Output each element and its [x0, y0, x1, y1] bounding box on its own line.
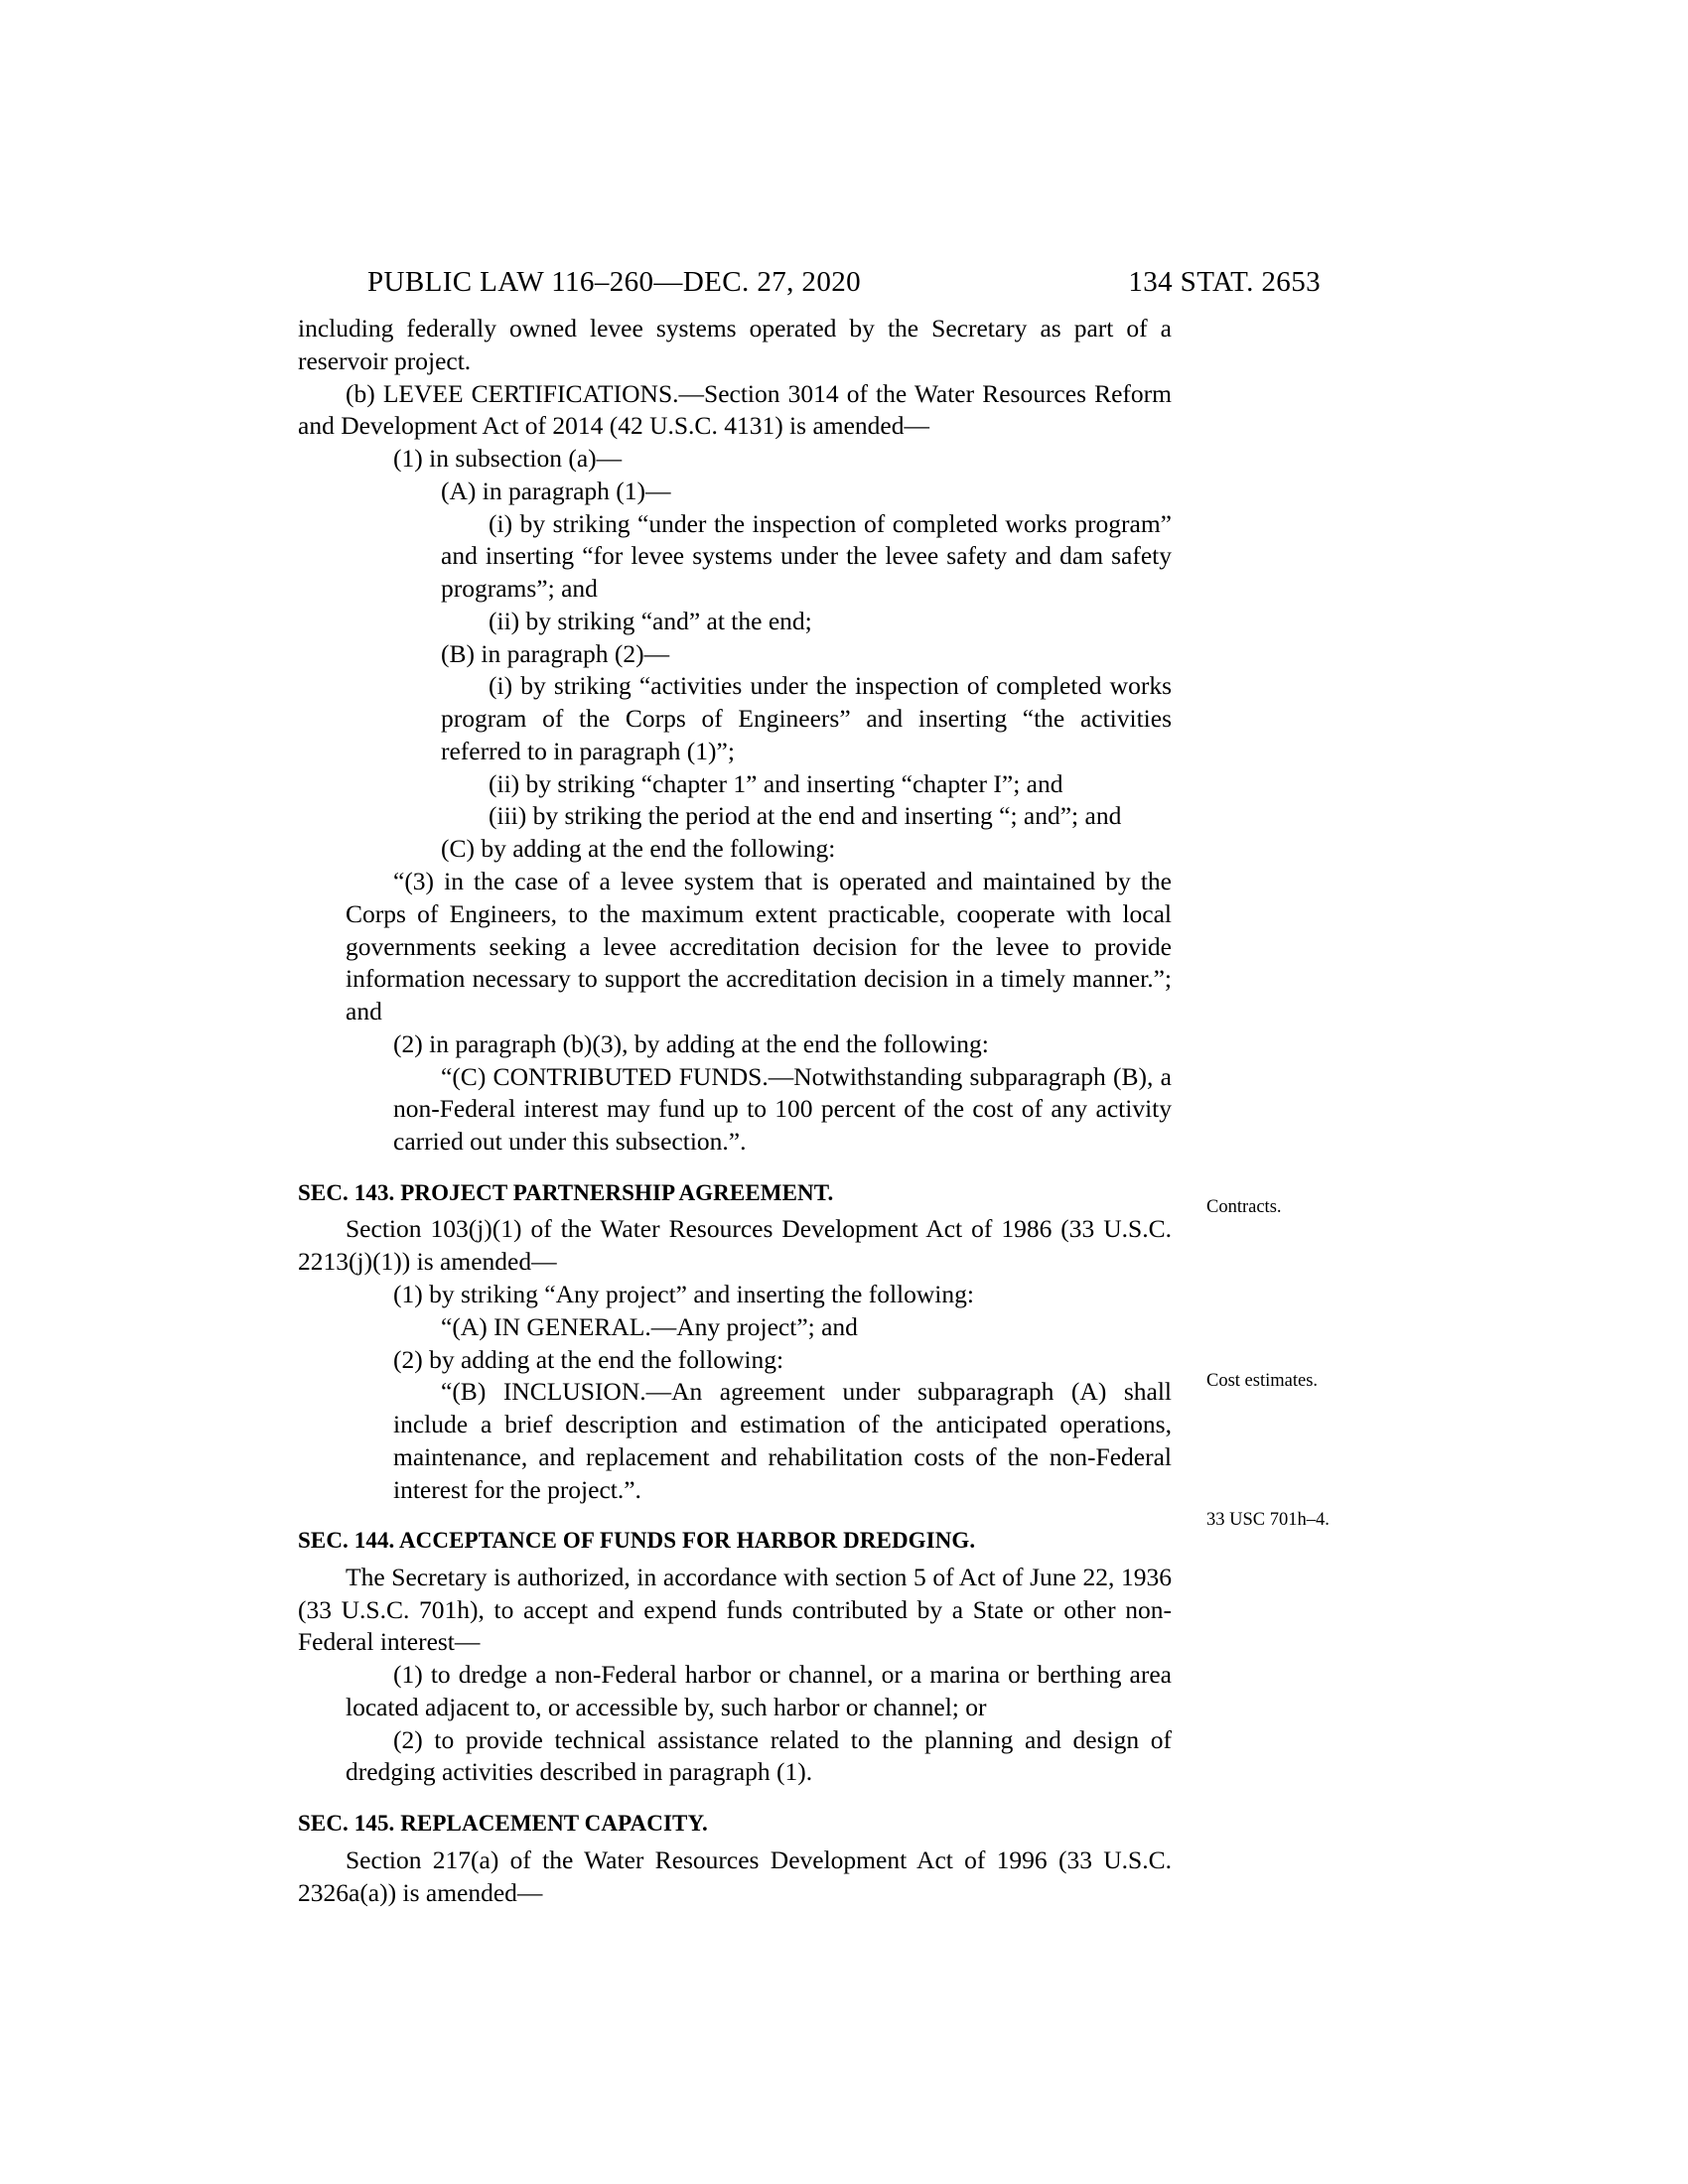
- clause-iii-striking-period: (iii) by striking the period at the end and inserting “; and”; and: [489, 801, 1122, 831]
- section-144-intro: The Secretary is authorized, in accordance with section 5 of Act of June 22, 1936 (33 U.S.C. 701h), to accept and expend funds contributed by a State or other non-Federal interest—: [298, 1562, 1172, 1657]
- page-header: [0, 241, 1688, 298]
- margin-note-cost-estimates: Cost estimates.: [1206, 1371, 1319, 1391]
- quoted-subparagraph-C: “(C) CONTRIBUTED FUNDS.—Notwithstanding subparagraph (B), a non-Federal interest may fund up to 100 percent of the cost of any activity carried out under this subsection.”.: [393, 1061, 1172, 1157]
- statute-page-number: 134 STAT. 2653: [1128, 266, 1321, 298]
- section-144-paragraph-2: (2) to provide technical assistance related to the planning and design of dredging activities described in paragraph (1).: [346, 1724, 1172, 1787]
- paragraph-2-subsection-b3: (2) in paragraph (b)(3), by adding at the end the following:: [393, 1028, 989, 1058]
- section-144-paragraph-1: (1) to dredge a non-Federal harbor or channel, or a marina or berthing area located adjacent to, or accessible by, such harbor or channel; or: [346, 1660, 1172, 1721]
- main-text-column: [298, 313, 1172, 1909]
- section-143-intro: Section 103(j)(1) of the Water Resources Development Act of 1986 (33 U.S.C. 2213(j)(1)) is amended—: [298, 1214, 1172, 1277]
- section-heading-144: SEC. 144. ACCEPTANCE OF FUNDS FOR HARBOR DREDGING.: [298, 1528, 976, 1554]
- section-143-paragraph-1: (1) by striking “Any project” and inserting the following:: [393, 1279, 974, 1308]
- clause-i-striking-activities: (i) by striking “activities under the inspection of completed works program of the Corps of Engineers” and inserting “the activities referred to in paragraph (1)”;: [441, 671, 1172, 765]
- paragraph-subsection-b: (b) LEVEE CERTIFICATIONS.—Section 3014 of the Water Resources Reform and Development Act of 2014 (42 U.S.C. 4131) is amended—: [298, 378, 1172, 441]
- section-145-intro: Section 217(a) of the Water Resources Development Act of 1996 (33 U.S.C. 2326a(a)) is amended—: [298, 1844, 1172, 1907]
- public-law-citation: PUBLIC LAW 116–260—DEC. 27, 2020: [367, 266, 862, 298]
- quoted-paragraph-3: “(3) in the case of a levee system that is operated and maintained by the Corps of Engineers, to the maximum extent practicable, cooperate with local governments seeking a levee accreditation decision for the levee to provide information necessary to support the accreditation decision in a timely manner.”; and: [346, 867, 1172, 1026]
- paragraph-B-paragraph-2: (B) in paragraph (2)—: [441, 638, 670, 668]
- paragraph-continuation: including federally owned levee systems operated by the Secretary as part of a reservoir project.: [298, 314, 1172, 375]
- clause-ii-striking-and: (ii) by striking “and” at the end;: [489, 606, 812, 635]
- paragraph-1-subsection-a: (1) in subsection (a)—: [393, 444, 623, 474]
- margin-note-contracts: Contracts.: [1206, 1197, 1282, 1217]
- section-143-paragraph-2: (2) by adding at the end the following:: [393, 1344, 784, 1374]
- section-heading-145: SEC. 145. REPLACEMENT CAPACITY.: [298, 1811, 708, 1837]
- paragraph-A-paragraph-1: (A) in paragraph (1)—: [441, 476, 671, 505]
- section-heading-143: SEC. 143. PROJECT PARTNERSHIP AGREEMENT.: [298, 1179, 834, 1205]
- section-143-quoted-A: “(A) IN GENERAL.—Any project”; and: [441, 1311, 858, 1341]
- section-143-quoted-B: “(B) INCLUSION.—An agreement under subparagraph (A) shall include a brief description and estimation of the anticipated operations, maintenance, and replacement and rehabilitation costs of the non-Federal interest for the project.”.: [393, 1377, 1172, 1504]
- margin-note-usc-citation: 33 USC 701h–4.: [1206, 1510, 1330, 1530]
- clause-ii-striking-chapter: (ii) by striking “chapter 1” and inserting “chapter I”; and: [489, 768, 1063, 798]
- paragraph-C-adding-end: (C) by adding at the end the following:: [441, 834, 836, 864]
- clause-i-striking-inspection: (i) by striking “under the inspection of completed works program” and inserting “for levee systems under the levee safety and dam safety programs”; and: [441, 508, 1172, 604]
